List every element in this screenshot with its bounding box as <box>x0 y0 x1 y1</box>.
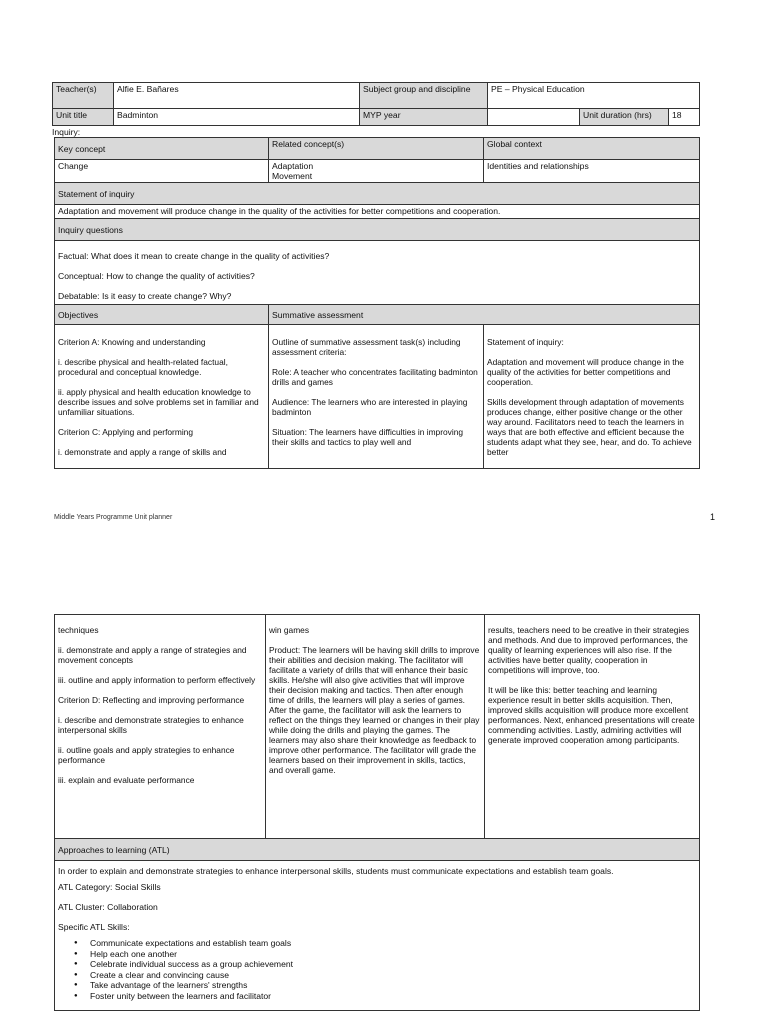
criterion-a-heading: Criterion A: Knowing and understanding <box>58 337 206 347</box>
atl-cell <box>55 861 700 1011</box>
inquiry-table <box>54 137 700 469</box>
inquiry-questions <box>55 241 700 305</box>
myp-year-value <box>488 109 580 126</box>
summative-audience: Audience: The learners who are interested in playing badminton <box>272 397 468 417</box>
atl-label: Approaches to learning (ATL) <box>55 839 700 861</box>
footer-title: Middle Years Programme Unit planner <box>54 514 173 521</box>
summative-situation-continued: win games <box>269 625 310 635</box>
subject-label: Subject group and discipline <box>360 83 488 109</box>
related-concepts-value <box>269 160 484 183</box>
unit-header-table <box>52 82 700 126</box>
factual-question: Factual: What does it mean to create change in the quality of activities? <box>58 251 330 261</box>
key-concept-label: Key concept <box>55 138 269 160</box>
related-concepts-label: Related concept(s) <box>269 138 484 160</box>
objectives-cell <box>55 325 269 469</box>
statement-heading: Statement of inquiry: <box>487 337 564 347</box>
skills-development-continued: results, teachers need to be creative in their strategies and methods. And due to improved performances, the quality of learning experiences will also rise. If the activities have better quality, cooperation in competitions will improve, too. <box>488 625 690 675</box>
list-item: ● Create a clear and convincing cause <box>90 970 696 981</box>
inquiry-label: Inquiry: <box>52 127 81 137</box>
subject-value: PE – Physical Education <box>488 83 700 109</box>
atl-cluster: ATL Cluster: Collaboration <box>58 902 158 912</box>
skills-development-text: Skills development through adaptation of movements produces change, either positive change or the other way around. Facilitators need to teach the learners in ways that are both effective and efficient because the students adapt what they see, hear, and do. To achieve better <box>487 397 692 457</box>
page-number: 1 <box>710 512 716 522</box>
atl-category: ATL Category: Social Skills <box>58 882 161 892</box>
global-context-label: Global context <box>484 138 700 160</box>
summative-outline: Outline of summative assessment task(s) including assessment criteria: <box>272 337 461 357</box>
objectives-cell-continued <box>55 615 266 839</box>
criterion-c-heading: Criterion C: Applying and performing <box>58 427 193 437</box>
summative-product: Product: The learners will be having skill drills to improve their abilities and decision making. The facilitator will facilitate a variety of drills that will enhance their basic skills. He/she will also give activities that will improve their decision making and tactics. Then after enough time of drills, the learners will play a series of games. After the game, the facilitator will ask the learners to reflect on the things they learned or changes in their play while doing the drills and playing the games. The learners may also share their knowledge as feedback to improve other performance. The facilitator will grade the learners based on their improvement in skills, tactics, and overall game. <box>269 645 480 775</box>
summative-task-cell-continued <box>266 615 485 839</box>
statement-of-inquiry-text: Adaptation and movement will produce change in the quality of the activities for better competitions and cooperation. <box>55 205 700 219</box>
unit-title-value: Badminton <box>114 109 360 126</box>
atl-specific-label: Specific ATL Skills: <box>58 922 130 932</box>
duration-label: Unit duration (hrs) <box>580 109 669 126</box>
duration-value: 18 <box>669 109 700 126</box>
objective-a-i: i. describe physical and health-related factual, procedural and conceptual knowledge. <box>58 357 228 377</box>
objective-d-iii: iii. explain and evaluate performance <box>58 775 195 785</box>
debatable-question: Debatable: Is it easy to create change? Why? <box>58 291 232 301</box>
summative-assessment-label: Summative assessment <box>269 305 700 325</box>
list-item: ● Take advantage of the learners' strengths <box>90 980 696 991</box>
atl-intro: In order to explain and demonstrate strategies to enhance interpersonal skills, students must communicate expectations and establish team goals. <box>58 866 614 876</box>
related-concept-2: Movement <box>272 171 313 181</box>
list-item: ● Communicate expectations and establish team goals <box>90 938 696 949</box>
statement-body: Adaptation and movement will produce change in the quality of the activities for better competitions and cooperation. <box>487 357 684 387</box>
statement-of-inquiry-label: Statement of inquiry <box>55 183 700 205</box>
summative-statement-cell-continued <box>485 615 700 839</box>
criterion-d-heading: Criterion D: Reflecting and improving performance <box>58 695 245 705</box>
global-context-value: Identities and relationships <box>484 160 700 183</box>
atl-skills-list <box>58 938 696 1001</box>
teacher-label: Teacher(s) <box>53 83 114 109</box>
myp-year-label: MYP year <box>360 109 488 126</box>
teaching-chain-text: It will be like this: better teaching and learning experience result in better skills acquisition. Then, improved skills acquisition will produce more excellent performances. Next, enhanced presentations will create commending activities. Lastly, admiring activities will generate improved cooperation among participants. <box>488 685 695 745</box>
inquiry-questions-label: Inquiry questions <box>55 219 700 241</box>
teacher-value: Alfie E. Bañares <box>114 83 360 109</box>
conceptual-question: Conceptual: How to change the quality of activities? <box>58 271 255 281</box>
unit-title-label: Unit title <box>53 109 114 126</box>
summative-task-cell <box>269 325 484 469</box>
objective-c-i-continued: techniques <box>58 625 99 635</box>
objective-a-ii: ii. apply physical and health education knowledge to describe issues and solve problems set in familiar and unfamiliar situations. <box>58 387 259 417</box>
list-item: ● Celebrate individual success as a group achievement <box>90 959 696 970</box>
summative-situation: Situation: The learners have difficulties in improving their skills and tactics to play well and <box>272 427 464 447</box>
list-item: ● Help each one another <box>90 949 696 960</box>
objective-c-i: i. demonstrate and apply a range of skills and <box>58 447 227 457</box>
list-item: ● Foster unity between the learners and facilitator <box>90 991 696 1002</box>
objective-d-ii: ii. outline goals and apply strategies to enhance performance <box>58 745 235 765</box>
continued-table <box>54 614 700 1011</box>
related-concept-1: Adaptation <box>272 161 314 171</box>
objective-c-iii: iii. outline and apply information to perform effectively <box>58 675 256 685</box>
objective-d-i: i. describe and demonstrate strategies to enhance interpersonal skills <box>58 715 244 735</box>
objective-c-ii: ii. demonstrate and apply a range of strategies and movement concepts <box>58 645 247 665</box>
summative-role: Role: A teacher who concentrates facilitating badminton drills and games <box>272 367 478 387</box>
summative-statement-cell <box>484 325 700 469</box>
objectives-label: Objectives <box>55 305 269 325</box>
key-concept-value: Change <box>55 160 269 183</box>
